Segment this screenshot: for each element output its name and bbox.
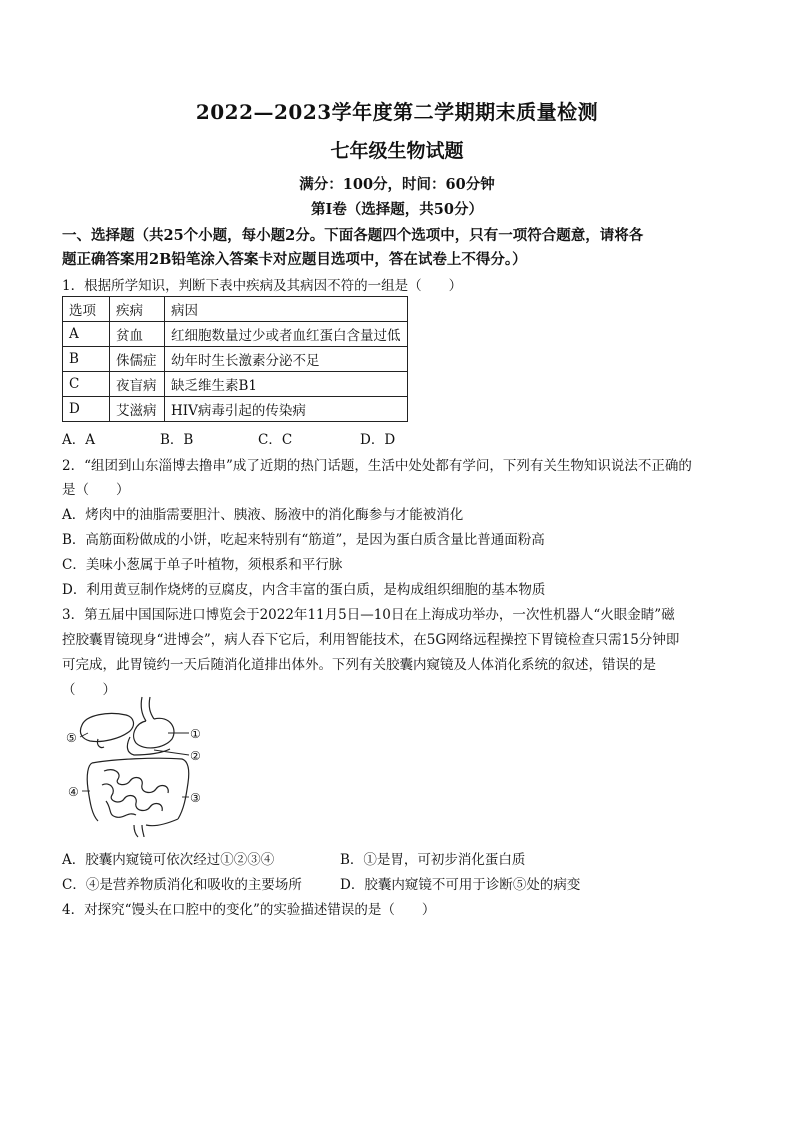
exam-title: 2022—2023学年度第二学期期末质量检测 [195,100,599,124]
table-row [63,397,408,422]
q3-stem-line2: 控胶囊胃镜现身“进博会”，病人吞下它后，利用智能技术，在5G网络远程操控下胃镜检查只需15分钟即 [62,632,680,648]
q2-option-c: C．美味小葱属于单子叶植物，须根系和平行脉 [62,557,343,573]
diagram-label-1: ① [190,727,201,741]
diagram-label-2: ② [190,749,201,763]
q3-option-b: B．①是胃，可初步消化蛋白质 [340,852,526,868]
table-cell: 艾滋病 [110,397,165,422]
q3-option-d: D．胶囊内窥镜不可用于诊断⑤处的病变 [340,877,581,893]
q2-option-a: A．烤肉中的油脂需要胆汁、胰液、肠液中的消化酶参与才能被消化 [62,507,464,523]
q1-option-b: B．B [160,432,194,448]
table-cell: 夜盲病 [110,372,165,397]
q1-table [62,296,408,422]
q3-stem-line4: （ ） [62,682,116,698]
q2-stem-line2: 是（ ） [62,482,130,498]
exam-subtitle: 七年级生物试题 [330,140,464,162]
section-instruction-line1: 一、选择题（共25个小题，每小题2分。下面各题四个选项中，只有一项符合题意，请将各 [62,227,644,244]
diagram-label-3: ③ [190,791,201,805]
q3-stem-line1: 3．第五届中国国际进口博览会于2022年11月5日—10日在上海成功举办，一次性机器人“火眼金睛”磁 [62,607,675,623]
q1-option-d: D．D [360,432,396,448]
table-cell: B [63,347,110,372]
q3-stem-line3: 可完成，此胃镜约一天后随消化道排出体外。下列有关胶囊内窥镜及人体消化系统的叙述，错误的是 [62,657,656,673]
table-cell: 幼年时生长激素分泌不足 [165,347,408,372]
q3-option-a: A．胶囊内窥镜可依次经过①②③④ [62,852,275,868]
table-row [63,347,408,372]
table-header-row [63,297,408,322]
table-header-cell: 病因 [165,297,408,322]
section-instruction-line2: 题正确答案用2B铅笔涂入答案卡对应题目选项中，答在试卷上不得分。） [62,251,527,268]
exam-meta: 满分：100分，时间：60分钟 [299,176,495,193]
table-cell: D [63,397,110,422]
q3-option-c: C．④是营养物质消化和吸收的主要场所 [62,877,302,893]
diagram-label-4: ④ [68,785,79,799]
diagram-label-5: ⑤ [66,731,77,745]
table-cell: 红细胞数量过少或者血红蛋白含量过低 [165,322,408,347]
digestive-system-diagram [64,693,214,838]
q1-option-a: A．A [62,432,95,448]
q4-stem: 4．对探究“馒头在口腔中的变化”的实验描述错误的是（ ） [62,902,436,918]
table-cell: HIV病毒引起的传染病 [165,397,408,422]
table-row [63,322,408,347]
table-cell: 缺乏维生素B1 [165,372,408,397]
q2-stem-line1: 2．“组团到山东淄博去撸串”成了近期的热门话题，生活中处处都有学问，下列有关生物知识说法不正确的 [62,458,692,474]
q2-option-b: B．高筋面粉做成的小饼，吃起来特别有“筋道”，是因为蛋白质含量比普通面粉高 [62,532,545,548]
table-header-cell: 疾病 [110,297,165,322]
table-cell: 侏儒症 [110,347,165,372]
table-cell: A [63,322,110,347]
q1-stem: 1．根据所学知识，判断下表中疾病及其病因不符的一组是（ ） [62,278,463,294]
q2-option-d: D．利用黄豆制作烧烤的豆腐皮，内含丰富的蛋白质，是构成组织细胞的基本物质 [62,582,546,598]
table-cell: 贫血 [110,322,165,347]
part-heading: 第Ⅰ卷（选择题，共50分） [311,201,483,218]
table-header-cell: 选项 [63,297,110,322]
table-row [63,372,408,397]
table-cell: C [63,372,110,397]
q1-option-c: C．C [258,432,293,448]
